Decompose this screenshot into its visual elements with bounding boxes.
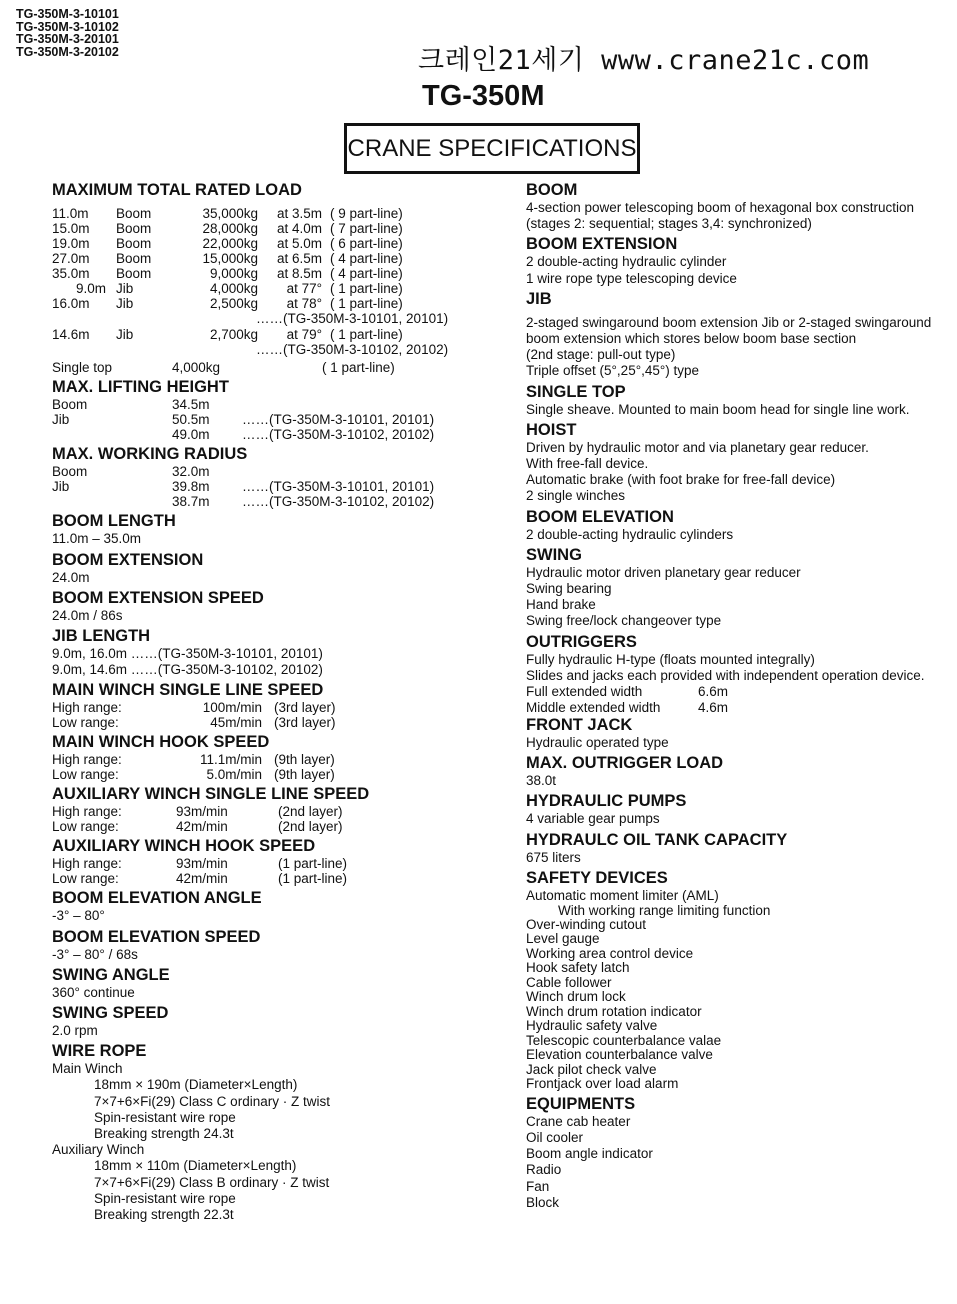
cell: Boom [116, 236, 152, 251]
cell: 22,000kg [202, 236, 258, 251]
load-row [52, 221, 492, 236]
spec-value: Hydraulic motor driven planetary gear reducer [526, 564, 801, 580]
cell: High range: [52, 804, 122, 820]
spec-value: Automatic moment limiter (AML) [526, 887, 719, 903]
cell: Jib [116, 327, 134, 343]
cell: High range: [52, 700, 122, 716]
cell: Jib [52, 412, 70, 428]
safety-item: Telescopic counterbalance valae [526, 1032, 722, 1048]
safety-item: Jack pilot check valve [526, 1061, 657, 1077]
cell: 38.7m [172, 494, 210, 510]
spec-value: 18mm × 190m (Diameter×Length) [94, 1077, 298, 1093]
load-row [52, 236, 492, 251]
cell: 27.0m [52, 251, 90, 266]
spec-value: -3° – 80° / 68s [52, 946, 138, 962]
cell: ( 1 part-line) [330, 296, 403, 311]
cell: Low range: [52, 767, 119, 783]
cell: (9th layer) [274, 767, 335, 783]
heading-elevation-angle: BOOM ELEVATION ANGLE [52, 889, 262, 908]
spec-value: 360° continue [52, 984, 135, 1000]
spec-value: 2 double-acting hydraulic cylinders [526, 526, 734, 542]
cell: Jib [52, 479, 70, 495]
spec-value: 38.0t [526, 773, 557, 789]
safety-item: Over-winding cutout [526, 916, 647, 932]
cell: Boom [116, 221, 152, 236]
safety-item: Cable follower [526, 974, 612, 990]
cell: 28,000kg [202, 221, 258, 236]
spec-value: 4 variable gear pumps [526, 811, 660, 827]
safety-item: Winch drum rotation indicator [526, 1003, 702, 1019]
cell: ……(TG-350M-3-10101, 20101) [242, 479, 435, 495]
safety-item: Hook safety latch [526, 960, 630, 976]
spec-row [52, 427, 492, 442]
load-row [52, 266, 492, 281]
speed-row [52, 856, 492, 871]
heading-jib: JIB [526, 289, 552, 308]
spec-value: With working range limiting function [558, 902, 771, 918]
model-code-list [16, 8, 119, 58]
safety-item: Hydraulic safety valve [526, 1018, 658, 1034]
cell: at 8.5m [276, 266, 322, 281]
spec-value: Slides and jacks each provided with independent operation device. [526, 667, 925, 683]
right-column [526, 178, 936, 1211]
model-code: TG-350M-3-10102 [16, 19, 119, 34]
heading-max-load: MAXIMUM TOTAL RATED LOAD [52, 181, 302, 199]
spec-value: 24.0m / 86s [52, 607, 123, 623]
spec-value: 9.0m, 16.0m ……(TG-350M-3-10101, 20101) [52, 646, 323, 662]
load-row [52, 281, 492, 296]
spec-value: -3° – 80° [52, 908, 105, 924]
spec-row [52, 494, 492, 509]
speed-row [52, 700, 492, 715]
cell: ( 1 part-line) [322, 360, 395, 376]
heading-boom-extension: BOOM EXTENSION [526, 235, 678, 254]
cell: 14.6m [52, 327, 90, 343]
equipment-item: Oil cooler [526, 1130, 584, 1146]
safety-item: Elevation counterbalance valve [526, 1047, 713, 1063]
cell: 9,000kg [209, 266, 258, 281]
cell: (3rd layer) [274, 715, 336, 731]
cell: (3rd layer) [274, 700, 336, 716]
cell: ……(TG-350M-3-10102, 20102) [242, 494, 435, 510]
load-row [52, 360, 492, 375]
spec-row [52, 412, 492, 427]
spec-value: (2nd stage: pull-out type) [526, 347, 676, 363]
cell: ( 4 part-line) [330, 251, 403, 266]
width-row [526, 700, 936, 716]
heading-oil-tank: HYDRAULC OIL TANK CAPACITY [526, 830, 788, 849]
spec-value: Fully hydraulic H-type (floats mounted integrally) [526, 651, 815, 667]
heading-outrigger-load: MAX. OUTRIGGER LOAD [526, 754, 724, 773]
cell: (1 part-line) [278, 871, 348, 887]
cell: 42m/min [176, 871, 228, 887]
spec-value: (stages 2: sequential; stages 3,4: synchronized) [526, 216, 812, 232]
cell [52, 427, 172, 442]
heading-swing-speed: SWING SPEED [52, 1004, 169, 1023]
cell: 4.6m [698, 700, 729, 716]
model-note: ……(TG-350M-3-10101, 20101) [256, 311, 449, 326]
cell: 15,000kg [202, 251, 258, 266]
heading-equipments: EQUIPMENTS [526, 1094, 636, 1113]
cell: (2nd layer) [278, 819, 343, 835]
spec-value: Automatic brake (with foot brake for free-fall device) [526, 472, 836, 488]
cell: ( 4 part-line) [330, 266, 403, 281]
cell: 93m/min [176, 856, 228, 872]
cell: 45m/min [210, 715, 262, 731]
load-row [52, 251, 492, 266]
spec-value: Breaking strength 24.3t [94, 1126, 234, 1142]
width-row [526, 684, 936, 700]
spec-value: Breaking strength 22.3t [94, 1207, 234, 1223]
speed-row [52, 871, 492, 886]
cell: at 78° [286, 296, 322, 311]
load-row [52, 206, 492, 221]
spec-value: Swing bearing [526, 581, 612, 597]
spec-row [52, 464, 492, 479]
spec-value: 1 wire rope type telescoping device [526, 270, 737, 286]
heading-boom-extension: BOOM EXTENSION [52, 550, 204, 569]
model-note: ……(TG-350M-3-10102, 20102) [256, 342, 449, 358]
heading-front-jack: FRONT JACK [526, 716, 633, 735]
heading-aux-winch-hook: AUXILIARY WINCH HOOK SPEED [52, 837, 316, 856]
cell: at 77° [286, 281, 322, 296]
load-row [52, 296, 492, 311]
site-watermark: 크레인21세기 www.crane21c.com [418, 45, 870, 76]
heading-hydraulic-pumps: HYDRAULIC PUMPS [526, 792, 687, 811]
cell: at 6.5m [276, 251, 322, 266]
model-code: TG-350M-3-20102 [16, 44, 119, 59]
cell: at 79° [286, 327, 322, 343]
spec-value: 7×7+6×Fi(29) Class C ordinary · Z twist [94, 1093, 330, 1109]
cell: ( 1 part-line) [330, 281, 403, 296]
spec-value: 2-staged swingaround boom extension Jib or 2-staged swingaround boom extension which stores below boom base section [526, 314, 932, 347]
spec-value: 24.0m [52, 569, 90, 585]
cell: Low range: [52, 871, 119, 887]
spec-value: Hand brake [526, 597, 596, 613]
cell: 35.0m [52, 266, 90, 281]
cell: 34.5m [172, 397, 210, 413]
spec-value: 675 liters [526, 849, 581, 865]
speed-row [52, 752, 492, 767]
heading-main-winch-hook: MAIN WINCH HOOK SPEED [52, 733, 270, 752]
heading-jib-length: JIB LENGTH [52, 627, 151, 646]
cell: Single top [52, 360, 113, 376]
heading-working-radius: MAX. WORKING RADIUS [52, 445, 248, 464]
spec-value: 2 single winches [526, 488, 626, 504]
safety-item: Frontjack over load alarm [526, 1076, 679, 1092]
cell: 4,000kg [172, 360, 221, 376]
cell: 42m/min [176, 819, 228, 835]
spec-value: Hydraulic operated type [526, 735, 669, 751]
heading-aux-winch-single: AUXILIARY WINCH SINGLE LINE SPEED [52, 785, 370, 804]
heading-lifting-height: MAX. LIFTING HEIGHT [52, 378, 229, 397]
cell: 100m/min [202, 700, 262, 716]
cell: 49.0m [172, 427, 210, 443]
spec-value: 11.0m – 35.0m [52, 531, 142, 547]
cell: Boom [116, 266, 152, 281]
cell: Boom [116, 251, 152, 266]
equipment-item: Radio [526, 1162, 562, 1178]
cell: 11.1m/min [199, 752, 262, 768]
heading-boom-length: BOOM LENGTH [52, 512, 176, 531]
speed-row [52, 819, 492, 834]
cell: 4,000kg [209, 281, 258, 296]
cell [52, 494, 172, 509]
heading-wire-rope: WIRE ROPE [52, 1042, 147, 1061]
spec-value: Triple offset (5°,25°,45°) type [526, 363, 700, 379]
spec-value: 9.0m, 14.6m ……(TG-350M-3-10102, 20102) [52, 662, 323, 678]
equipment-item: Boom angle indicator [526, 1146, 653, 1162]
cell: 32.0m [172, 464, 210, 480]
cell: 35,000kg [202, 206, 258, 221]
safety-item: Winch drum lock [526, 989, 626, 1005]
spec-value: 2 double-acting hydraulic cylinder [526, 254, 727, 270]
cell: (1 part-line) [278, 856, 348, 872]
cell: 19.0m [52, 236, 90, 251]
cell: Boom [52, 464, 88, 480]
cell [242, 464, 442, 479]
heading-hoist: HOIST [526, 420, 577, 439]
equipment-item: Block [526, 1194, 560, 1210]
cell: 6.6m [698, 684, 729, 700]
cell: 11.0m [52, 206, 89, 221]
cell: 2,500kg [209, 296, 258, 311]
cell: Jib [116, 281, 134, 296]
speed-row [52, 804, 492, 819]
section-title: CRANE SPECIFICATIONS [344, 123, 640, 174]
cell: 39.8m [172, 479, 210, 495]
equipment-item: Crane cab heater [526, 1113, 631, 1129]
model-title: TG-350M [422, 80, 545, 112]
spec-row [52, 397, 492, 412]
spec-value: Spin-resistant wire rope [94, 1109, 236, 1125]
cell: High range: [52, 856, 122, 872]
cell: 9.0m [75, 281, 106, 296]
spec-value: Single sheave. Mounted to main boom head for single line work. [526, 401, 910, 417]
cell: ( 7 part-line) [330, 221, 403, 236]
cell: at 4.0m [276, 221, 322, 236]
heading-boom-extension-speed: BOOM EXTENSION SPEED [52, 588, 264, 607]
load-row [52, 327, 492, 342]
heading-swing-angle: SWING ANGLE [52, 965, 170, 984]
left-column [52, 178, 492, 1223]
cell: 93m/min [176, 804, 228, 820]
cell: 5.0m/min [206, 767, 262, 783]
speed-row [52, 767, 492, 782]
heading-outriggers: OUTRIGGERS [526, 632, 637, 651]
cell: Boom [52, 397, 88, 413]
heading-single-top: SINGLE TOP [526, 382, 626, 401]
spec-value: Spin-resistant wire rope [94, 1190, 236, 1206]
heading-main-winch-single: MAIN WINCH SINGLE LINE SPEED [52, 681, 324, 700]
heading-boom: BOOM [526, 181, 578, 199]
cell: (2nd layer) [278, 804, 343, 820]
equipment-item: Fan [526, 1178, 550, 1194]
cell: 50.5m [172, 412, 210, 428]
safety-item: Working area control device [526, 945, 694, 961]
spec-value: 18mm × 110m (Diameter×Length) [94, 1158, 297, 1174]
safety-item: Level gauge [526, 931, 600, 947]
spec-value: Driven by hydraulic motor and via planetary gear reducer. [526, 439, 869, 455]
spec-value: 7×7+6×Fi(29) Class B ordinary · Z twist [94, 1174, 330, 1190]
cell: ( 1 part-line) [330, 327, 403, 343]
speed-row [52, 715, 492, 730]
cell: Jib [116, 296, 134, 311]
spec-value: 4-section power telescoping boom of hexagonal box construction [526, 200, 914, 215]
spec-value: 2.0 rpm [52, 1023, 98, 1039]
spec-value: With free-fall device. [526, 456, 649, 472]
cell: at 3.5m [276, 206, 322, 221]
spec-value: Swing free/lock changeover type [526, 613, 722, 629]
heading-safety-devices: SAFETY DEVICES [526, 868, 668, 887]
cell: 15.0m [52, 221, 90, 236]
wire-rope-label: Auxiliary Winch [52, 1142, 145, 1158]
heading-swing: SWING [526, 545, 582, 564]
cell: Full extended width [526, 684, 643, 700]
cell: Middle extended width [526, 700, 661, 716]
spec-row [52, 479, 492, 494]
heading-elevation-speed: BOOM ELEVATION SPEED [52, 927, 261, 946]
model-code: TG-350M-3-20101 [16, 32, 119, 46]
wire-rope-label: Main Winch [52, 1061, 123, 1077]
cell: 16.0m [52, 296, 90, 311]
cell: ……(TG-350M-3-10102, 20102) [242, 427, 435, 443]
cell: ( 6 part-line) [330, 236, 403, 251]
cell: at 5.0m [276, 236, 322, 251]
model-code: TG-350M-3-10101 [16, 7, 119, 21]
cell: ……(TG-350M-3-10101, 20101) [242, 412, 435, 428]
cell: ( 9 part-line) [330, 206, 403, 221]
heading-boom-elevation: BOOM ELEVATION [526, 507, 674, 526]
cell: Boom [116, 206, 152, 221]
cell: Low range: [52, 819, 119, 835]
cell: 2,700kg [209, 327, 258, 343]
cell: Low range: [52, 715, 119, 731]
cell [242, 397, 442, 412]
cell: High range: [52, 752, 122, 768]
cell: (9th layer) [274, 752, 335, 768]
load-table [52, 206, 492, 375]
